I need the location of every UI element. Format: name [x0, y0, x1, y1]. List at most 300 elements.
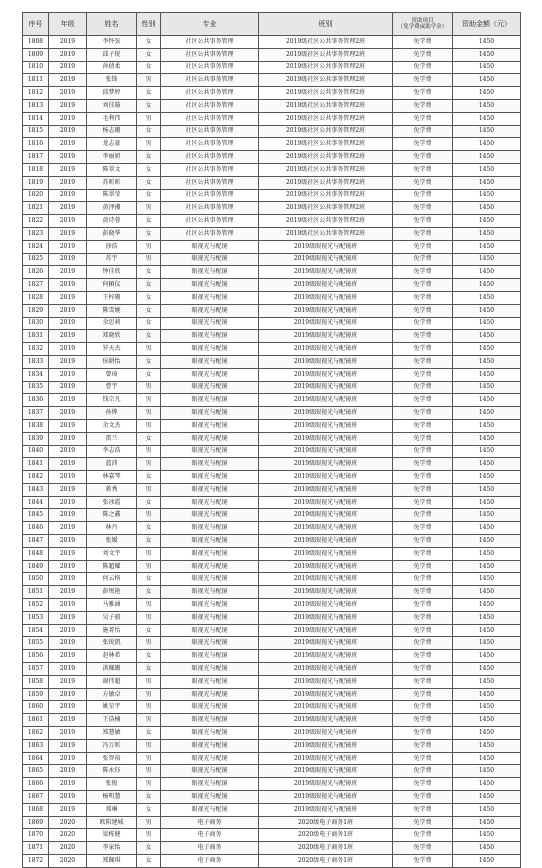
cell-major: 眼视光与配镜 [161, 304, 259, 317]
cell-name: 蒋秀 [87, 483, 137, 496]
cell-amount: 1450 [453, 419, 521, 432]
cell-item: 免学费 [393, 522, 453, 535]
cell-amount: 1450 [453, 291, 521, 304]
cell-no: 1867 [23, 791, 49, 804]
cell-gender: 男 [137, 560, 161, 573]
table-header-row [23, 13, 521, 36]
cell-gender: 男 [137, 407, 161, 420]
table-row [23, 471, 521, 484]
cell-no: 1863 [23, 739, 49, 752]
cell-name: 赵林希 [87, 650, 137, 663]
cell-name: 施菁怡 [87, 624, 137, 637]
cell-name: 苏宇 [87, 253, 137, 266]
cell-no: 1837 [23, 407, 49, 420]
cell-gender: 女 [137, 176, 161, 189]
cell-item: 免学费 [393, 496, 453, 509]
cell-major: 社区公共事务管理 [161, 48, 259, 61]
cell-no: 1848 [23, 547, 49, 560]
cell-major: 眼视光与配镜 [161, 560, 259, 573]
cell-name: 林嘉琴 [87, 471, 137, 484]
table-row [23, 522, 521, 535]
cell-name: 郑琳 [87, 803, 137, 816]
cell-class: 2019级眼视光与配镜班 [259, 765, 393, 778]
table-row [23, 496, 521, 509]
cell-amount: 1450 [453, 624, 521, 637]
cell-no: 1862 [23, 727, 49, 740]
cell-no: 1842 [23, 471, 49, 484]
cell-amount: 1450 [453, 855, 521, 868]
cell-gender: 男 [137, 394, 161, 407]
cell-item: 免学费 [393, 701, 453, 714]
cell-no: 1826 [23, 266, 49, 279]
cell-name: 杨志珊 [87, 125, 137, 138]
cell-major: 眼视光与配镜 [161, 714, 259, 727]
cell-class: 2019级眼视光与配镜班 [259, 586, 393, 599]
table-row [23, 458, 521, 471]
table-row [23, 163, 521, 176]
cell-class: 2019级眼视光与配镜班 [259, 330, 393, 343]
cell-year: 2019 [49, 637, 87, 650]
cell-item: 免学费 [393, 407, 453, 420]
header-item-line1: 资助项目 [411, 17, 434, 24]
cell-class: 2019级眼视光与配镜班 [259, 599, 393, 612]
cell-gender: 女 [137, 855, 161, 868]
table-row [23, 176, 521, 189]
cell-amount: 1450 [453, 509, 521, 522]
table-body [23, 36, 521, 868]
cell-gender: 男 [137, 675, 161, 688]
cell-class: 2019级眼视光与配镜班 [259, 304, 393, 317]
cell-major: 眼视光与配镜 [161, 624, 259, 637]
cell-gender: 男 [137, 778, 161, 791]
cell-name: 刘文宇 [87, 547, 137, 560]
cell-name: 余文杰 [87, 419, 137, 432]
cell-year: 2019 [49, 381, 87, 394]
cell-class: 2019级眼视光与配镜班 [259, 355, 393, 368]
table-row [23, 189, 521, 202]
cell-major: 眼视光与配镜 [161, 727, 259, 740]
cell-no: 1869 [23, 816, 49, 829]
cell-name: 刘佳璇 [87, 99, 137, 112]
cell-gender: 男 [137, 701, 161, 714]
cell-gender: 男 [137, 458, 161, 471]
cell-year: 2019 [49, 765, 87, 778]
table-row [23, 74, 521, 87]
cell-amount: 1450 [453, 138, 521, 151]
cell-gender: 女 [137, 522, 161, 535]
cell-year: 2019 [49, 163, 87, 176]
cell-year: 2019 [49, 624, 87, 637]
cell-name: 龙志豪 [87, 138, 137, 151]
cell-major: 眼视光与配镜 [161, 547, 259, 560]
cell-item: 免学费 [393, 445, 453, 458]
cell-gender: 男 [137, 381, 161, 394]
cell-major: 眼视光与配镜 [161, 752, 259, 765]
cell-class: 2019级社区公共事务管理2班 [259, 202, 393, 215]
cell-item: 免学费 [393, 266, 453, 279]
cell-year: 2019 [49, 432, 87, 445]
cell-major: 眼视光与配镜 [161, 803, 259, 816]
cell-name: 张俊 [87, 778, 137, 791]
cell-name: 侯耕怡 [87, 355, 137, 368]
table-row [23, 36, 521, 49]
cell-year: 2019 [49, 778, 87, 791]
cell-year: 2019 [49, 522, 87, 535]
cell-major: 社区公共事务管理 [161, 112, 259, 125]
cell-no: 1864 [23, 752, 49, 765]
cell-item: 免学费 [393, 637, 453, 650]
cell-no: 1866 [23, 778, 49, 791]
table-row [23, 803, 521, 816]
cell-class: 2019级眼视光与配镜班 [259, 407, 393, 420]
cell-class: 2019级社区公共事务管理2班 [259, 215, 393, 228]
cell-no: 1810 [23, 61, 49, 74]
cell-class: 2019级眼视光与配镜班 [259, 291, 393, 304]
cell-no: 1836 [23, 394, 49, 407]
cell-name: 张锐凯 [87, 637, 137, 650]
cell-year: 2019 [49, 663, 87, 676]
cell-name: 黄诗蓉 [87, 215, 137, 228]
cell-class: 2020级电子商务1班 [259, 842, 393, 855]
cell-amount: 1450 [453, 560, 521, 573]
cell-amount: 1450 [453, 163, 521, 176]
cell-gender: 女 [137, 624, 161, 637]
cell-name: 彭晓华 [87, 227, 137, 240]
cell-major: 社区公共事务管理 [161, 176, 259, 189]
cell-item: 免学费 [393, 381, 453, 394]
cell-item: 免学费 [393, 125, 453, 138]
cell-major: 社区公共事务管理 [161, 36, 259, 49]
cell-gender: 男 [137, 253, 161, 266]
cell-amount: 1450 [453, 803, 521, 816]
cell-amount: 1450 [453, 778, 521, 791]
cell-no: 1843 [23, 483, 49, 496]
funding-list-sheet [22, 12, 521, 868]
cell-name: 林丹 [87, 522, 137, 535]
cell-item: 免学费 [393, 202, 453, 215]
cell-class: 2020级电子商务1班 [259, 816, 393, 829]
cell-major: 社区公共事务管理 [161, 151, 259, 164]
table-row [23, 791, 521, 804]
cell-name: 陈永钰 [87, 765, 137, 778]
cell-no: 1830 [23, 317, 49, 330]
cell-no: 1832 [23, 343, 49, 356]
cell-name: 何楣仪 [87, 279, 137, 292]
cell-major: 社区公共事务管理 [161, 138, 259, 151]
cell-amount: 1450 [453, 458, 521, 471]
cell-major: 眼视光与配镜 [161, 240, 259, 253]
table-row [23, 547, 521, 560]
cell-major: 眼视光与配镜 [161, 573, 259, 586]
cell-year: 2019 [49, 791, 87, 804]
cell-item: 免学费 [393, 394, 453, 407]
cell-year: 2019 [49, 343, 87, 356]
header-item-line2: （免学费或助学金） [397, 24, 448, 30]
cell-major: 眼视光与配镜 [161, 317, 259, 330]
cell-no: 1857 [23, 663, 49, 676]
cell-item: 免学费 [393, 624, 453, 637]
table-row [23, 87, 521, 100]
cell-class: 2019级眼视光与配镜班 [259, 611, 393, 624]
cell-item: 免学费 [393, 112, 453, 125]
cell-no: 1819 [23, 176, 49, 189]
cell-major: 社区公共事务管理 [161, 74, 259, 87]
cell-no: 1858 [23, 675, 49, 688]
header-no: 序号 [23, 13, 49, 36]
cell-year: 2019 [49, 355, 87, 368]
cell-gender: 女 [137, 215, 161, 228]
table-row [23, 650, 521, 663]
table-row [23, 599, 521, 612]
cell-major: 眼视光与配镜 [161, 522, 259, 535]
cell-class: 2019级眼视光与配镜班 [259, 663, 393, 676]
cell-major: 眼视光与配镜 [161, 611, 259, 624]
table-row [23, 816, 521, 829]
cell-gender: 女 [137, 727, 161, 740]
cell-year: 2019 [49, 458, 87, 471]
cell-amount: 1450 [453, 573, 521, 586]
cell-no: 1821 [23, 202, 49, 215]
table-row [23, 151, 521, 164]
table-row [23, 586, 521, 599]
cell-item: 免学费 [393, 61, 453, 74]
cell-amount: 1450 [453, 151, 521, 164]
cell-gender: 男 [137, 637, 161, 650]
cell-year: 2019 [49, 803, 87, 816]
cell-year: 2019 [49, 215, 87, 228]
cell-year: 2019 [49, 752, 87, 765]
cell-major: 眼视光与配镜 [161, 445, 259, 458]
cell-gender: 男 [137, 419, 161, 432]
cell-amount: 1450 [453, 727, 521, 740]
table-row [23, 381, 521, 394]
cell-item: 免学费 [393, 714, 453, 727]
cell-year: 2020 [49, 842, 87, 855]
cell-major: 社区公共事务管理 [161, 125, 259, 138]
table-row [23, 215, 521, 228]
cell-major: 社区公共事务管理 [161, 163, 259, 176]
cell-major: 眼视光与配镜 [161, 496, 259, 509]
cell-class: 2019级眼视光与配镜班 [259, 637, 393, 650]
cell-no: 1859 [23, 688, 49, 701]
cell-major: 眼视光与配镜 [161, 407, 259, 420]
funding-table [22, 12, 521, 868]
cell-no: 1817 [23, 151, 49, 164]
cell-gender: 女 [137, 432, 161, 445]
table-row [23, 739, 521, 752]
cell-amount: 1450 [453, 611, 521, 624]
cell-major: 眼视光与配镜 [161, 419, 259, 432]
cell-year: 2019 [49, 739, 87, 752]
cell-no: 1871 [23, 842, 49, 855]
cell-item: 免学费 [393, 778, 453, 791]
cell-gender: 女 [137, 87, 161, 100]
cell-amount: 1450 [453, 304, 521, 317]
cell-gender: 男 [137, 445, 161, 458]
cell-class: 2019级眼视光与配镜班 [259, 688, 393, 701]
cell-no: 1844 [23, 496, 49, 509]
cell-item: 免学费 [393, 355, 453, 368]
table-row [23, 99, 521, 112]
cell-name: 梁栋健 [87, 829, 137, 842]
cell-major: 眼视光与配镜 [161, 701, 259, 714]
table-row [23, 509, 521, 522]
cell-year: 2019 [49, 279, 87, 292]
cell-major: 眼视光与配镜 [161, 586, 259, 599]
cell-class: 2019级眼视光与配镜班 [259, 778, 393, 791]
cell-amount: 1450 [453, 227, 521, 240]
cell-item: 免学费 [393, 829, 453, 842]
cell-amount: 1450 [453, 279, 521, 292]
cell-name: 欧阳建城 [87, 816, 137, 829]
table-row [23, 727, 521, 740]
cell-amount: 1450 [453, 586, 521, 599]
table-row [23, 778, 521, 791]
cell-no: 1865 [23, 765, 49, 778]
cell-class: 2019级眼视光与配镜班 [259, 547, 393, 560]
cell-year: 2019 [49, 419, 87, 432]
cell-no: 1816 [23, 138, 49, 151]
cell-major: 社区公共事务管理 [161, 189, 259, 202]
cell-amount: 1450 [453, 829, 521, 842]
cell-year: 2019 [49, 253, 87, 266]
cell-amount: 1450 [453, 432, 521, 445]
cell-gender: 女 [137, 279, 161, 292]
cell-year: 2019 [49, 586, 87, 599]
cell-year: 2019 [49, 535, 87, 548]
cell-item: 免学费 [393, 419, 453, 432]
cell-item: 免学费 [393, 99, 453, 112]
cell-item: 免学费 [393, 432, 453, 445]
cell-year: 2019 [49, 573, 87, 586]
cell-class: 2019级社区公共事务管理2班 [259, 151, 393, 164]
cell-year: 2019 [49, 560, 87, 573]
cell-no: 1868 [23, 803, 49, 816]
cell-name: 谢伟超 [87, 675, 137, 688]
cell-gender: 女 [137, 573, 161, 586]
cell-year: 2019 [49, 304, 87, 317]
cell-year: 2019 [49, 176, 87, 189]
cell-year: 2019 [49, 407, 87, 420]
cell-gender: 女 [137, 650, 161, 663]
table-row [23, 138, 521, 151]
cell-name: 蓝沛 [87, 458, 137, 471]
cell-major: 眼视光与配镜 [161, 688, 259, 701]
cell-amount: 1450 [453, 675, 521, 688]
cell-no: 1811 [23, 74, 49, 87]
cell-year: 2019 [49, 317, 87, 330]
cell-year: 2019 [49, 61, 87, 74]
cell-amount: 1450 [453, 266, 521, 279]
cell-amount: 1450 [453, 522, 521, 535]
cell-gender: 女 [137, 586, 161, 599]
cell-gender: 男 [137, 611, 161, 624]
cell-gender: 女 [137, 496, 161, 509]
cell-major: 社区公共事务管理 [161, 87, 259, 100]
cell-name: 郑慧敏 [87, 727, 137, 740]
cell-item: 免学费 [393, 765, 453, 778]
table-row [23, 407, 521, 420]
cell-class: 2019级眼视光与配镜班 [259, 343, 393, 356]
cell-name: 陈翠莹 [87, 189, 137, 202]
cell-item: 免学费 [393, 138, 453, 151]
cell-item: 免学费 [393, 547, 453, 560]
cell-year: 2019 [49, 675, 87, 688]
table-row [23, 266, 521, 279]
cell-no: 1841 [23, 458, 49, 471]
cell-name: 郑晓欣 [87, 330, 137, 343]
cell-major: 眼视光与配镜 [161, 253, 259, 266]
cell-name: 陈之鑫 [87, 509, 137, 522]
table-row [23, 637, 521, 650]
cell-no: 1833 [23, 355, 49, 368]
cell-no: 1831 [23, 330, 49, 343]
cell-class: 2019级眼视光与配镜班 [259, 624, 393, 637]
table-row [23, 688, 521, 701]
cell-amount: 1450 [453, 535, 521, 548]
cell-year: 2019 [49, 48, 87, 61]
cell-major: 眼视光与配镜 [161, 483, 259, 496]
cell-gender: 女 [137, 266, 161, 279]
cell-name: 曾琦 [87, 368, 137, 381]
header-name: 姓名 [87, 13, 137, 36]
cell-name: 李家怡 [87, 842, 137, 855]
cell-amount: 1450 [453, 343, 521, 356]
cell-no: 1834 [23, 368, 49, 381]
cell-item: 免学费 [393, 36, 453, 49]
table-row [23, 701, 521, 714]
cell-class: 2019级眼视光与配镜班 [259, 317, 393, 330]
cell-major: 眼视光与配镜 [161, 291, 259, 304]
cell-no: 1814 [23, 112, 49, 125]
cell-gender: 女 [137, 317, 161, 330]
table-row [23, 765, 521, 778]
cell-gender: 女 [137, 99, 161, 112]
cell-amount: 1450 [453, 368, 521, 381]
table-row [23, 445, 521, 458]
table-row [23, 842, 521, 855]
header-year: 年级 [49, 13, 87, 36]
cell-major: 眼视光与配镜 [161, 471, 259, 484]
cell-gender: 女 [137, 535, 161, 548]
cell-amount: 1450 [453, 483, 521, 496]
cell-year: 2019 [49, 483, 87, 496]
cell-item: 免学费 [393, 739, 453, 752]
header-item [393, 13, 453, 36]
cell-gender: 女 [137, 125, 161, 138]
cell-item: 免学费 [393, 215, 453, 228]
table-row [23, 291, 521, 304]
table-row [23, 368, 521, 381]
cell-amount: 1450 [453, 599, 521, 612]
cell-year: 2019 [49, 330, 87, 343]
cell-year: 2019 [49, 291, 87, 304]
cell-major: 眼视光与配镜 [161, 343, 259, 356]
table-row [23, 202, 521, 215]
cell-item: 免学费 [393, 176, 453, 189]
cell-name: 冯万昕 [87, 739, 137, 752]
cell-year: 2019 [49, 227, 87, 240]
table-row [23, 829, 521, 842]
cell-class: 2019级眼视光与配镜班 [259, 535, 393, 548]
cell-amount: 1450 [453, 330, 521, 343]
cell-amount: 1450 [453, 637, 521, 650]
cell-amount: 1450 [453, 112, 521, 125]
cell-class: 2019级社区公共事务管理2班 [259, 176, 393, 189]
cell-amount: 1450 [453, 355, 521, 368]
cell-amount: 1450 [453, 496, 521, 509]
cell-amount: 1450 [453, 752, 521, 765]
